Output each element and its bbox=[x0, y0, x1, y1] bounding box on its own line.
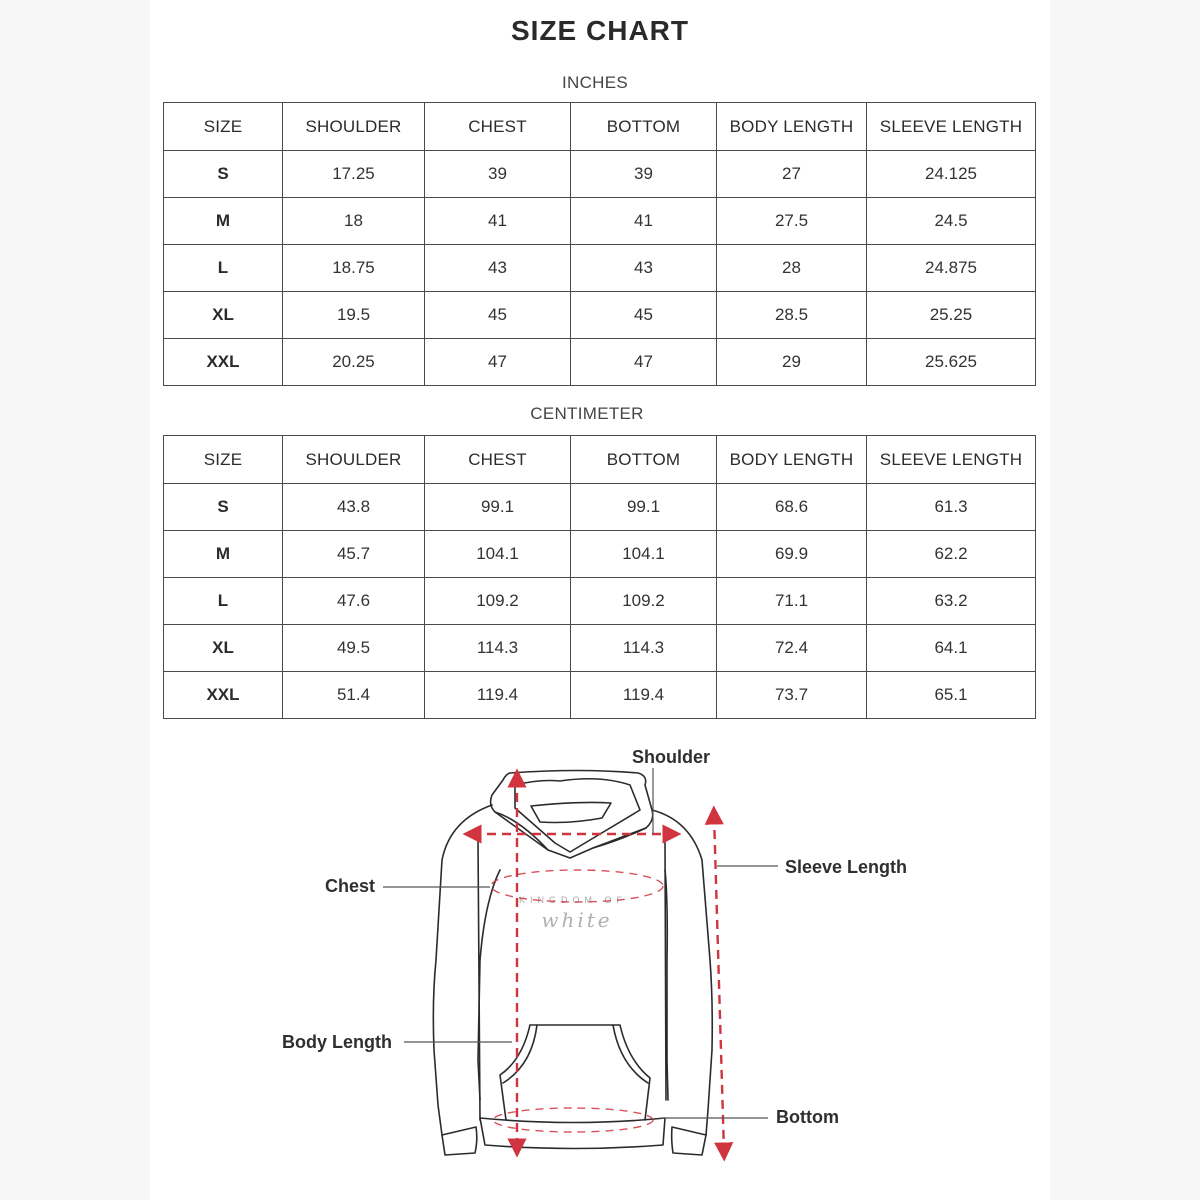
col-header-body-length: BODY LENGTH bbox=[717, 436, 867, 484]
sleeve-length-cell: 24.125 bbox=[867, 151, 1036, 198]
chest-cell: 41 bbox=[425, 198, 571, 245]
shoulder-cell: 17.25 bbox=[283, 151, 425, 198]
body-length-cell: 27 bbox=[717, 151, 867, 198]
col-header-sleeve-length: SLEEVE LENGTH bbox=[867, 103, 1036, 151]
shoulder-cell: 51.4 bbox=[283, 672, 425, 719]
table-row bbox=[164, 198, 1036, 245]
body-length-cell: 28.5 bbox=[717, 292, 867, 339]
col-header-sleeve-length: SLEEVE LENGTH bbox=[867, 436, 1036, 484]
table-row bbox=[164, 151, 1036, 198]
centimeter-label: CENTIMETER bbox=[530, 404, 644, 423]
logo-line2: white bbox=[541, 908, 613, 932]
sleeve-length-cell: 24.5 bbox=[867, 198, 1036, 245]
sleeve-length-cell: 64.1 bbox=[867, 625, 1036, 672]
size-cell: XXL bbox=[164, 339, 283, 386]
col-header-bottom: BOTTOM bbox=[571, 103, 717, 151]
chest-cell: 119.4 bbox=[425, 672, 571, 719]
body-length-cell: 71.1 bbox=[717, 578, 867, 625]
chest-cell: 99.1 bbox=[425, 484, 571, 531]
col-header-chest: CHEST bbox=[425, 103, 571, 151]
body-length-cell: 73.7 bbox=[717, 672, 867, 719]
table-row bbox=[164, 339, 1036, 386]
body-length-cell: 28 bbox=[717, 245, 867, 292]
bottom-cell: 119.4 bbox=[571, 672, 717, 719]
inches-table bbox=[163, 102, 1036, 386]
shoulder-cell: 49.5 bbox=[283, 625, 425, 672]
size-cell: XL bbox=[164, 625, 283, 672]
sleeve-length-cell: 63.2 bbox=[867, 578, 1036, 625]
body-length-cell: 69.9 bbox=[717, 531, 867, 578]
bottom-cell: 109.2 bbox=[571, 578, 717, 625]
col-header-size: SIZE bbox=[164, 103, 283, 151]
sleeve-length-cell: 65.1 bbox=[867, 672, 1036, 719]
chest-cell: 39 bbox=[425, 151, 571, 198]
sleeve-length-cell: 25.25 bbox=[867, 292, 1036, 339]
body-length-cell: 68.6 bbox=[717, 484, 867, 531]
size-cell: XXL bbox=[164, 672, 283, 719]
size-cell: M bbox=[164, 531, 283, 578]
hoodie-outline-icon bbox=[0, 730, 1200, 1200]
body-length-cell: 72.4 bbox=[717, 625, 867, 672]
size-cell: M bbox=[164, 198, 283, 245]
page-title: SIZE CHART bbox=[511, 15, 689, 46]
table-row bbox=[164, 531, 1036, 578]
table-row bbox=[164, 578, 1036, 625]
size-cell: L bbox=[164, 245, 283, 292]
col-header-shoulder: SHOULDER bbox=[283, 103, 425, 151]
bottom-cell: 45 bbox=[571, 292, 717, 339]
bottom-cell: 39 bbox=[571, 151, 717, 198]
bottom-cell: 43 bbox=[571, 245, 717, 292]
body-length-cell: 27.5 bbox=[717, 198, 867, 245]
inches-label: INCHES bbox=[561, 73, 629, 92]
table-row bbox=[164, 292, 1036, 339]
shoulder-label: Shoulder bbox=[632, 747, 711, 767]
shoulder-cell: 45.7 bbox=[283, 531, 425, 578]
chest-cell: 43 bbox=[425, 245, 571, 292]
table-row bbox=[164, 672, 1036, 719]
centimeter-table bbox=[163, 435, 1036, 719]
bottom-cell: 104.1 bbox=[571, 531, 717, 578]
chest-cell: 104.1 bbox=[425, 531, 571, 578]
sleeve-length-cell: 62.2 bbox=[867, 531, 1036, 578]
size-cell: S bbox=[164, 151, 283, 198]
shoulder-cell: 18 bbox=[283, 198, 425, 245]
table-row bbox=[164, 484, 1036, 531]
body-length-cell: 29 bbox=[717, 339, 867, 386]
col-header-chest: CHEST bbox=[425, 436, 571, 484]
size-cell: XL bbox=[164, 292, 283, 339]
body-length-label: Body Length bbox=[282, 1032, 392, 1052]
logo-line1: KINGDOM OF bbox=[519, 895, 627, 905]
size-cell: L bbox=[164, 578, 283, 625]
bottom-cell: 114.3 bbox=[571, 625, 717, 672]
chest-cell: 45 bbox=[425, 292, 571, 339]
bottom-cell: 47 bbox=[571, 339, 717, 386]
chest-label: Chest bbox=[325, 876, 376, 896]
col-header-shoulder: SHOULDER bbox=[283, 436, 425, 484]
measurement-diagram bbox=[0, 730, 1200, 1200]
col-header-body-length: BODY LENGTH bbox=[717, 103, 867, 151]
table-row bbox=[164, 245, 1036, 292]
chest-cell: 114.3 bbox=[425, 625, 571, 672]
chest-cell: 109.2 bbox=[425, 578, 571, 625]
shoulder-cell: 19.5 bbox=[283, 292, 425, 339]
table-row bbox=[164, 625, 1036, 672]
shoulder-cell: 47.6 bbox=[283, 578, 425, 625]
table-header-row bbox=[164, 436, 1036, 484]
shoulder-cell: 18.75 bbox=[283, 245, 425, 292]
sleeve-length-label: Sleeve Length bbox=[785, 857, 908, 877]
sleeve-length-cell: 61.3 bbox=[867, 484, 1036, 531]
sleeve-length-cell: 25.625 bbox=[867, 339, 1036, 386]
chest-cell: 47 bbox=[425, 339, 571, 386]
bottom-label: Bottom bbox=[776, 1107, 839, 1127]
sleeve-length-cell: 24.875 bbox=[867, 245, 1036, 292]
table-header-row bbox=[164, 103, 1036, 151]
col-header-size: SIZE bbox=[164, 436, 283, 484]
bottom-cell: 41 bbox=[571, 198, 717, 245]
shoulder-cell: 20.25 bbox=[283, 339, 425, 386]
bottom-cell: 99.1 bbox=[571, 484, 717, 531]
size-cell: S bbox=[164, 484, 283, 531]
col-header-bottom: BOTTOM bbox=[571, 436, 717, 484]
shoulder-cell: 43.8 bbox=[283, 484, 425, 531]
